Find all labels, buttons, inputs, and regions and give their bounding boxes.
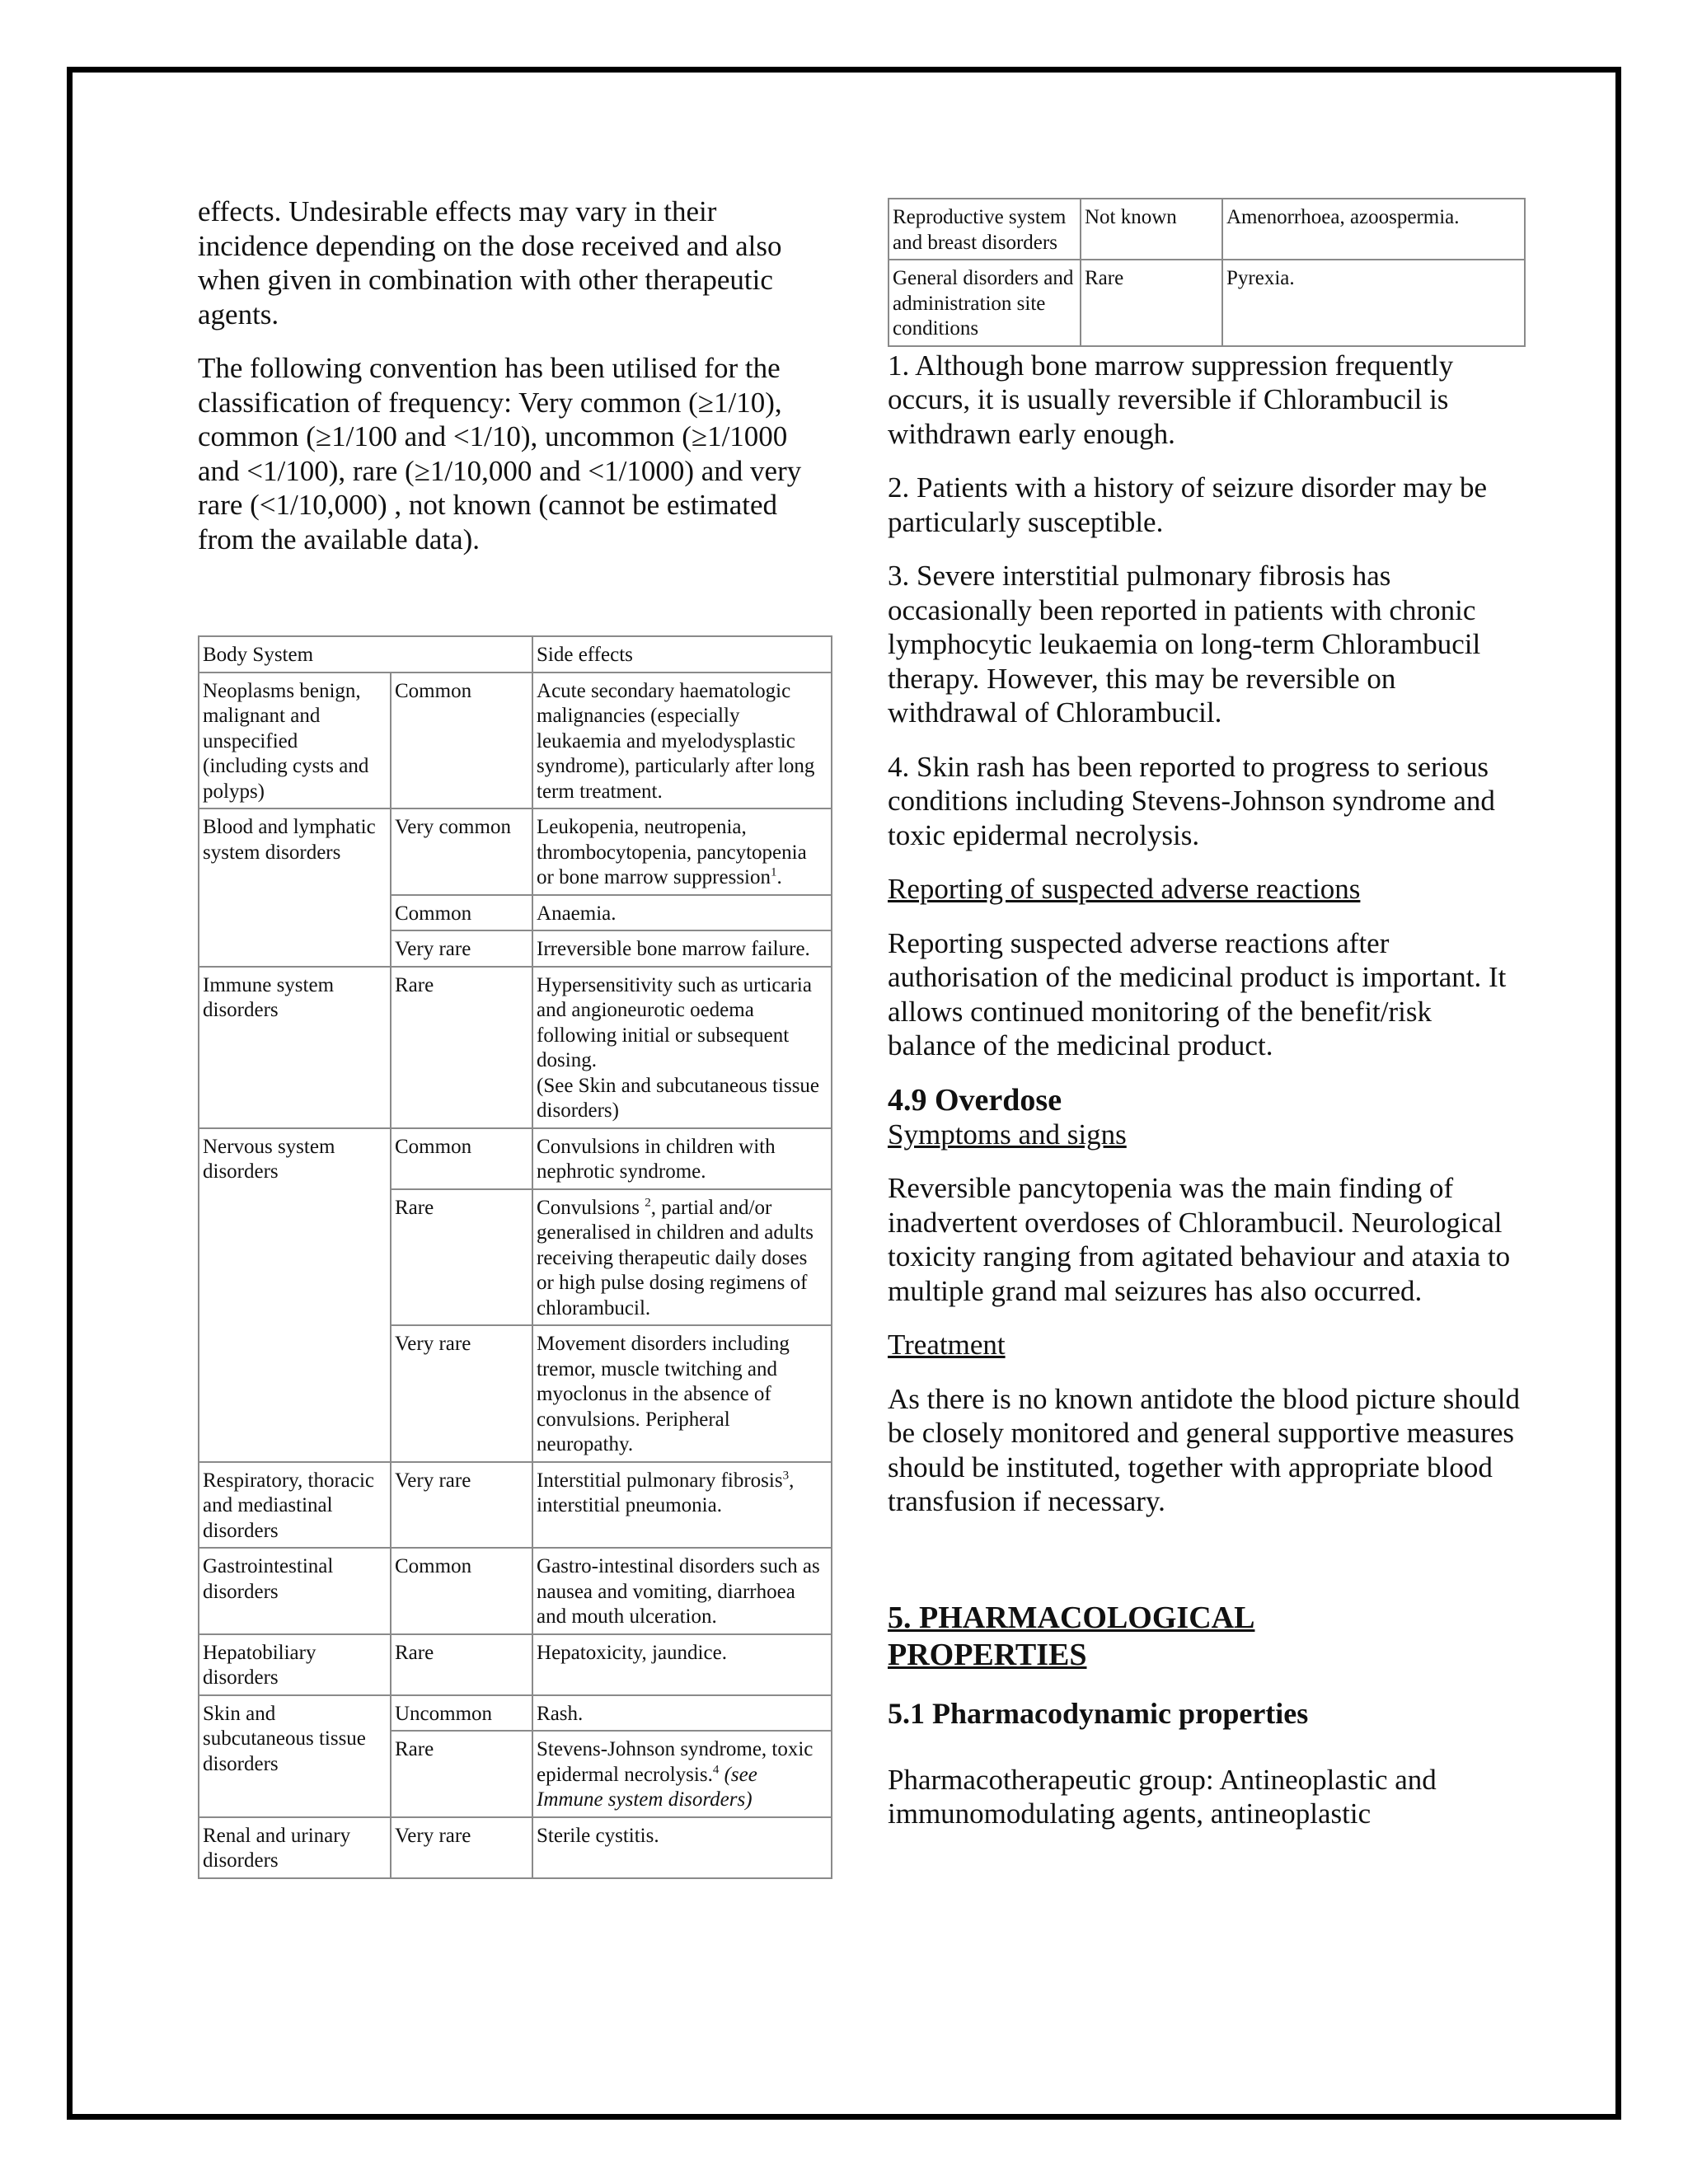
table-row <box>199 673 832 809</box>
overdose-heading: 4.9 Overdose <box>888 1082 1062 1118</box>
table-row <box>889 260 1525 346</box>
reporting-heading: Reporting of suspected adverse reactions <box>888 873 1361 905</box>
side-effect-cell: Rash. <box>532 1695 832 1732</box>
footnote-ref: 2 <box>645 1196 651 1210</box>
side-effect-cell: Gastro-intestinal disorders such as nausea and vomiting, diarrhoea and mouth ulceration. <box>532 1548 832 1634</box>
side-effect-cell: Hypersensitivity such as urticaria and angioneurotic oedema following initial or subsequent dosing. (See Skin and subcutaneous tissue disorders) <box>532 967 832 1128</box>
footnote-ref: 1 <box>771 865 777 879</box>
table-row <box>199 1634 832 1695</box>
pharmacotherapeutic-group: Pharmacotherapeutic group: Antineoplastic and immunomodulating agents, antineoplastic <box>888 1763 1437 1830</box>
side-effects-table-continued <box>888 198 1526 347</box>
symptoms-heading: Symptoms and signs <box>888 1118 1127 1151</box>
section-5-1-heading: 5.1 Pharmacodynamic properties <box>888 1696 1309 1730</box>
side-effect-cell: Sterile cystitis. <box>532 1817 832 1878</box>
footnote-1: 1. Although bone marrow suppression frequently occurs, it is usually reversible if Chlorambucil is withdrawn early enough. <box>888 349 1454 450</box>
side-effect-cell: Anaemia. <box>532 895 832 931</box>
footnote-3: 3. Severe interstitial pulmonary fibrosis has occasionally been reported in patients with chronic lymphocytic leukaemia on long-term Chlorambucil therapy. However, this may be reversible on withdrawal of Chlorambucil. <box>888 560 1481 729</box>
body-system-cell: Nervous system disorders <box>199 1128 391 1462</box>
table-row <box>199 1817 832 1878</box>
body-system-cell: Renal and urinary disorders <box>199 1817 391 1878</box>
intro-paragraph: effects. Undesirable effects may vary in their incidence depending on the dose received and also when given in combination with other therapeutic agents. <box>198 195 782 330</box>
side-effects-table <box>198 635 832 1879</box>
frequency-cell: Very rare <box>391 1325 532 1462</box>
table-row <box>889 199 1525 260</box>
body-system-cell: Immune system disorders <box>199 967 391 1128</box>
body-system-cell: General disorders and administration site conditions <box>889 260 1081 346</box>
reporting-paragraph: Reporting suspected adverse reactions after authorisation of the medicinal product is important. It allows continued monitoring of the benefit/risk balance of the medicinal product. <box>888 926 1507 1062</box>
right-column <box>888 194 1526 1851</box>
treatment-heading: Treatment <box>888 1329 1006 1361</box>
body-system-cell: Hepatobiliary disorders <box>199 1634 391 1695</box>
body-system-cell: Reproductive system and breast disorders <box>889 199 1081 260</box>
frequency-cell: Common <box>391 895 532 931</box>
table-row <box>199 1548 832 1634</box>
side-effect-cell: Amenorrhoea, azoospermia. <box>1222 199 1525 260</box>
body-system-cell: Neoplasms benign, malignant and unspecified (including cysts and polyps) <box>199 673 391 809</box>
symptoms-paragraph: Reversible pancytopenia was the main finding of inadvertent overdoses of Chlorambucil. Neurological toxicity ranging from agitated behaviour and ataxia to multiple grand mal seizures has also occurred. <box>888 1172 1511 1307</box>
frequency-cell: Common <box>391 1128 532 1189</box>
frequency-cell: Rare <box>391 1731 532 1817</box>
side-effect-cell: Hepatoxicity, jaundice. <box>532 1634 832 1695</box>
frequency-cell: Rare <box>391 1189 532 1326</box>
table-header-row <box>199 636 832 673</box>
side-effect-cell: Acute secondary haematologic malignancies (especially leukaemia and myelodysplastic syndrome), particularly after long term treatment. <box>532 673 832 809</box>
treatment-paragraph: As there is no known antidote the blood picture should be closely monitored and general supportive measures should be instituted, together with appropriate blood transfusion if necessary. <box>888 1382 1520 1517</box>
body-system-cell: Gastrointestinal disorders <box>199 1548 391 1634</box>
table-row <box>199 967 832 1128</box>
side-effect-cell: Irreversible bone marrow failure. <box>532 930 832 967</box>
side-effect-cell: Convulsions $^2$, partial and/or generalised in children and adults receiving therapeutic daily doses or high pulse dosing regimens of chlorambucil. <box>532 1189 832 1326</box>
frequency-cell: Uncommon <box>391 1695 532 1732</box>
side-effect-cell: Convulsions in children with nephrotic syndrome. <box>532 1128 832 1189</box>
frequency-cell: Common <box>391 673 532 809</box>
frequency-cell: Very rare <box>391 930 532 967</box>
table-row <box>199 1128 832 1189</box>
left-column <box>198 194 832 1879</box>
frequency-cell: Very rare <box>391 1462 532 1549</box>
body-system-cell: Respiratory, thoracic and mediastinal disorders <box>199 1462 391 1549</box>
side-effect-cell: Movement disorders including tremor, muscle twitching and myoclonus in the absence of convulsions. Peripheral neuropathy. <box>532 1325 832 1462</box>
frequency-cell: Rare <box>1081 260 1222 346</box>
side-effect-cell: Leukopenia, neutropenia, thrombocytopenia, pancytopenia or bone marrow suppression$^1$. <box>532 808 832 895</box>
table-row <box>199 808 832 895</box>
footnote-4: 4. Skin rash has been reported to progress to serious conditions including Stevens-Johnson syndrome and toxic epidermal necrolysis. <box>888 750 1495 851</box>
frequency-cell: Rare <box>391 1634 532 1695</box>
header-side-effects: Side effects <box>532 636 832 673</box>
footnote-ref: 3 <box>782 1469 790 1483</box>
frequency-cell: Very rare <box>391 1817 532 1878</box>
footnote-2: 2. Patients with a history of seizure disorder may be particularly susceptible. <box>888 471 1488 538</box>
frequency-cell: Common <box>391 1548 532 1634</box>
header-body-system: Body System <box>199 636 532 673</box>
frequency-cell: Not known <box>1081 199 1222 260</box>
section-5-heading: 5. PHARMACOLOGICAL PROPERTIES <box>888 1600 1255 1672</box>
body-system-cell: Skin and subcutaneous tissue disorders <box>199 1695 391 1817</box>
side-effect-cell: Pyrexia. <box>1222 260 1525 346</box>
side-effect-cell: Stevens-Johnson syndrome, toxic epidermal necrolysis.$^4$ (see Immune system disorders) <box>532 1731 832 1817</box>
table-row <box>199 1462 832 1549</box>
side-effect-cell: Interstitial pulmonary fibrosis$^3$, interstitial pneumonia. <box>532 1462 832 1549</box>
table-row <box>199 1695 832 1732</box>
frequency-cell: Rare <box>391 967 532 1128</box>
frequency-convention-paragraph: The following convention has been utilised for the classification of frequency: Very common (≥1/10), common (≥1/100 and <1/10), uncommon (≥1/1000 and <1/100), rare (≥1/10,000 and <1/1000) and very rare (<1/10,000) , not known (cannot be estimated from the available data). <box>198 352 802 555</box>
footnote-ref: 4 <box>712 1763 720 1777</box>
frequency-cell: Very common <box>391 808 532 895</box>
body-system-cell: Blood and lymphatic system disorders <box>199 808 391 967</box>
